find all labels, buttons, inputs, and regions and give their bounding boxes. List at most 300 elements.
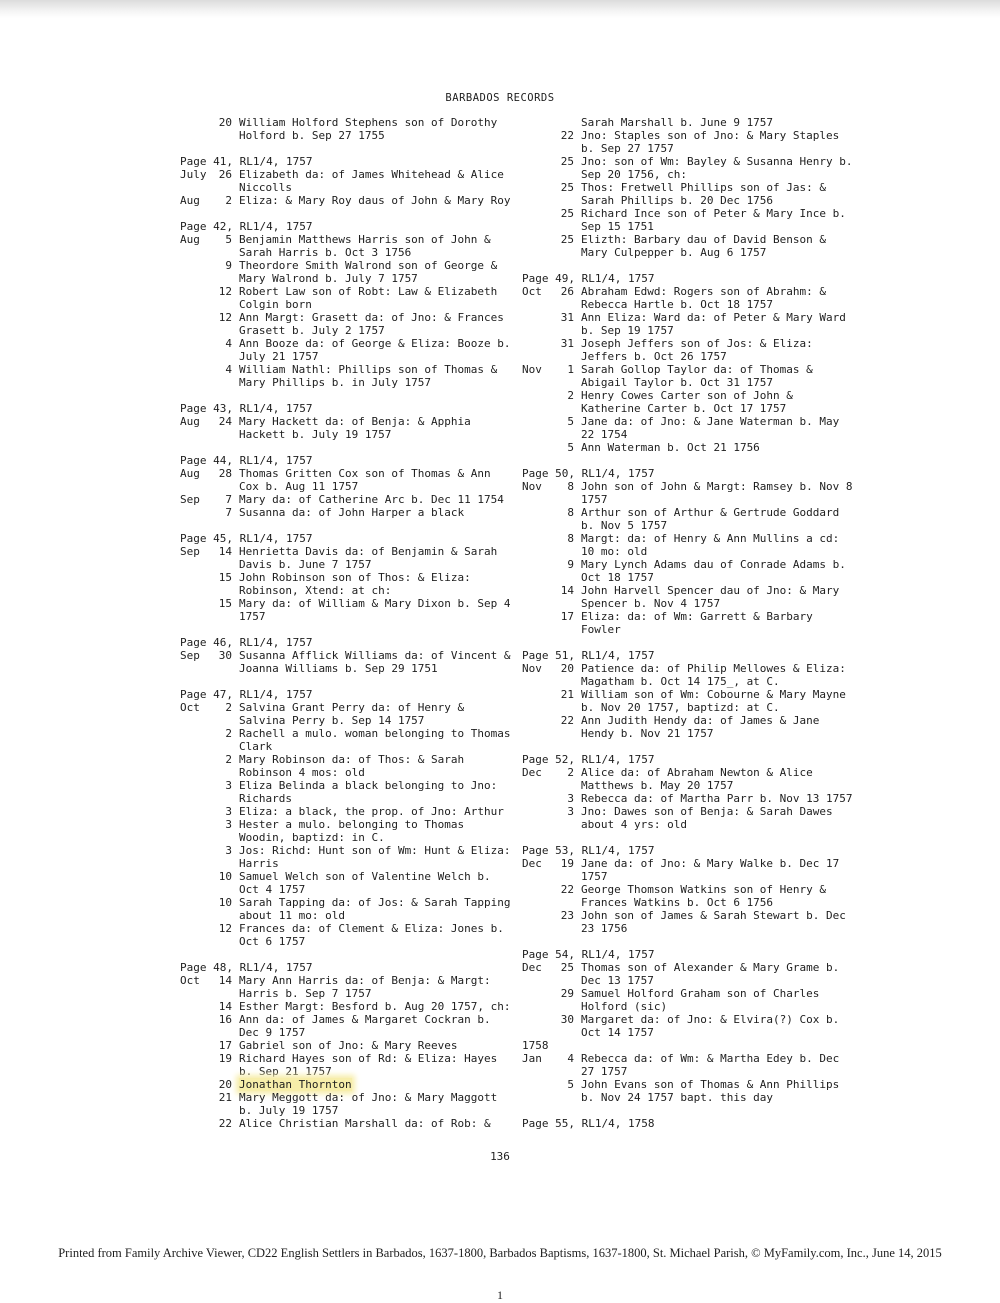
entry-text-content: John Robinson son of Thos: & Eliza: Robinson, Xtend: at ch: [239, 571, 471, 597]
page-number: 136 [490, 1150, 510, 1163]
entry-text [239, 194, 520, 207]
entry-text [581, 909, 862, 935]
entry-text-content: Gabriel son of Jno: & Mary Reeves [239, 1039, 458, 1052]
entry-text [581, 285, 862, 311]
entry-text [239, 415, 520, 441]
entry-month [180, 337, 210, 363]
baptism-entry [522, 792, 862, 805]
entry-month [180, 1117, 210, 1130]
baptism-entry [180, 922, 520, 948]
entry-month [522, 337, 552, 363]
entry-text-content: Jno: Dawes son of Benja: & Sarah Dawes about 4 yrs: old [581, 805, 833, 831]
entry-day: 28 [218, 467, 232, 480]
entry-text [581, 480, 862, 506]
entry-month [522, 506, 552, 532]
entry-text [239, 1091, 520, 1117]
entry-text [239, 285, 520, 311]
entry-month: Oct [180, 974, 200, 987]
print-footer: Printed from Family Archive Viewer, CD22 English Settlers in Barbados, 1637-1800, Barbados Baptisms, 1637-1800, St. Michael Parish, © MyFamily.com, Inc., June 14, 2015 [58, 1246, 942, 1260]
entry-day: 16 [218, 1013, 232, 1026]
entry-month [180, 753, 210, 779]
entry-day: 24 [218, 415, 232, 428]
page-reference: Page 45, RL1/4, 1757 [180, 532, 313, 545]
entry-day: 5 [567, 441, 574, 454]
entry-text-content: Henry Cowes Carter son of John & Katherine Carter b. Oct 17 1757 [581, 389, 793, 415]
entry-month [522, 311, 552, 337]
entry-day: 8 [567, 480, 574, 493]
entry-month [180, 363, 210, 389]
baptism-entry [522, 909, 862, 935]
entry-day: 4 [567, 1052, 574, 1065]
entry-text [581, 389, 862, 415]
baptism-entry [522, 363, 862, 389]
entry-text [239, 805, 520, 818]
entry-day: 3 [225, 844, 232, 857]
entry-month: Aug [180, 467, 200, 480]
entry-text-content: Eliza: & Mary Roy daus of John & Mary Roy [239, 194, 511, 207]
baptism-entry [522, 389, 862, 415]
entry-text [581, 337, 862, 363]
entry-text [581, 558, 862, 584]
entry-text [581, 714, 862, 740]
entry-day: 10 [218, 896, 232, 909]
baptism-entry [522, 1078, 862, 1104]
entry-text-content: Thomas Gritten Cox son of Thomas & Ann Cox b. Aug 11 1757 [239, 467, 491, 493]
entry-day: 17 [218, 1039, 232, 1052]
record-block [180, 961, 520, 1130]
entry-text-content: Ann da: of James & Margaret Cockran b. Dec 9 1757 [239, 1013, 491, 1039]
record-block [180, 532, 520, 623]
entry-text [239, 545, 520, 571]
record-block [522, 1117, 862, 1130]
entry-month [180, 259, 210, 285]
entry-day: 22 [560, 129, 574, 142]
baptism-entry [180, 870, 520, 896]
entry-text-content: Susanna Afflick Williams da: of Vincent & Joanna Williams b. Sep 29 1751 [239, 649, 511, 675]
entry-month [522, 805, 552, 831]
entry-month: Jan [522, 1052, 542, 1065]
entry-month [522, 688, 552, 714]
record-block [522, 116, 862, 259]
baptism-entry [180, 415, 520, 441]
entry-text-content: Salvina Grant Perry da: of Henry & Salvina Perry b. Sep 14 1757 [239, 701, 465, 727]
entry-day: 25 [560, 233, 574, 246]
entry-day: 7 [225, 493, 232, 506]
page-reference: Page 49, RL1/4, 1757 [522, 272, 655, 285]
entry-text-content: William Nathl: Phillips son of Thomas & Mary Phillips b. in July 1757 [239, 363, 498, 389]
entry-text-content: Jane da: of Jno: & Mary Walke b. Dec 17 1757 [581, 857, 840, 883]
baptism-entry [180, 1078, 520, 1091]
entry-month [180, 1052, 210, 1078]
entry-text [581, 987, 862, 1013]
entry-text-content: Rachell a mulo. woman belonging to Thomas Clark [239, 727, 511, 753]
entry-day: 3 [225, 805, 232, 818]
entry-day: 8 [567, 532, 574, 545]
entry-text-content: Margaret da: of Jno: & Elvira(?) Cox b. Oct 14 1757 [581, 1013, 840, 1039]
baptism-entry [180, 337, 520, 363]
entry-text [239, 727, 520, 753]
entry-month: Sep [180, 545, 200, 558]
entry-month: Sep [180, 649, 200, 662]
entry-text [239, 1052, 520, 1078]
entry-day: 5 [567, 415, 574, 428]
entry-text [581, 662, 862, 688]
entry-month: Dec [522, 961, 542, 974]
entry-text [581, 766, 862, 792]
baptism-entry [180, 1052, 520, 1078]
entry-text-content: Rebecca da: of Martha Parr b. Nov 13 1757 [581, 792, 853, 805]
entry-text [239, 779, 520, 805]
entry-day: 30 [560, 1013, 574, 1026]
entry-month: Dec [522, 766, 542, 779]
entry-month [180, 285, 210, 311]
entry-text [581, 792, 862, 805]
entry-text-content: Samuel Holford Graham son of Charles Holford (sic) [581, 987, 820, 1013]
entry-text-content: George Thomson Watkins son of Henry & Frances Watkins b. Oct 6 1756 [581, 883, 827, 909]
entry-text-content: Mary Ann Harris da: of Benja: & Margt: Harris b. Sep 7 1757 [239, 974, 491, 1000]
baptism-entry [180, 753, 520, 779]
entry-text [239, 493, 520, 506]
entry-month [522, 415, 552, 441]
baptism-entry [522, 766, 862, 792]
record-block [522, 467, 862, 636]
entry-text [581, 688, 862, 714]
entry-day: 29 [560, 987, 574, 1000]
entry-month [180, 1013, 210, 1039]
entry-text [581, 1013, 862, 1039]
entry-text-content: Ann Judith Hendy da: of James & Jane Hendy b. Nov 21 1757 [581, 714, 820, 740]
entry-month [180, 1039, 210, 1052]
baptism-entry [180, 974, 520, 1000]
baptism-entry [180, 1091, 520, 1117]
entry-month [522, 389, 552, 415]
entry-text [239, 597, 520, 623]
entry-day: 3 [567, 792, 574, 805]
entry-month [522, 129, 552, 155]
entry-day: 21 [218, 1091, 232, 1104]
entry-text [581, 584, 862, 610]
entry-text-content: Margt: da: of Henry & Ann Mullins a cd: 10 mo: old [581, 532, 840, 558]
entry-day: 12 [218, 922, 232, 935]
entry-month [180, 506, 210, 519]
entry-text-content: Ann Booze da: of George & Eliza: Booze b. July 21 1757 [239, 337, 511, 363]
entry-text-content: William Holford Stephens son of Dorothy Holford b. Sep 27 1755 [239, 116, 498, 142]
entry-month [180, 727, 210, 753]
baptism-entry [522, 1013, 862, 1039]
baptism-entry [180, 363, 520, 389]
entry-day: 3 [225, 779, 232, 792]
entry-text [239, 974, 520, 1000]
baptism-entry [180, 467, 520, 493]
entry-day: 2 [225, 194, 232, 207]
record-block [180, 116, 520, 142]
baptism-entry [522, 337, 862, 363]
entry-month [180, 311, 210, 337]
entry-text-content: Robert Law son of Robt: Law & Elizabeth Colgin born [239, 285, 498, 311]
entry-day: 22 [560, 883, 574, 896]
page-reference: Page 44, RL1/4, 1757 [180, 454, 313, 467]
entry-day: 25 [560, 207, 574, 220]
entry-text [239, 506, 520, 519]
entry-month [180, 571, 210, 597]
entry-month [180, 597, 210, 623]
page-reference: Page 52, RL1/4, 1757 [522, 753, 655, 766]
entry-text-content: Mary Lynch Adams dau of Conrade Adams b. Oct 18 1757 [581, 558, 846, 584]
baptism-entry [180, 701, 520, 727]
entry-day: 25 [560, 181, 574, 194]
page-reference: Page 54, RL1/4, 1757 [522, 948, 655, 961]
entry-text-content: Alice da: of Abraham Newton & Alice Matthews b. May 20 1757 [581, 766, 813, 792]
entry-text-content: Elizabeth da: of James Whitehead & Alice Niccolls [239, 168, 504, 194]
record-block [180, 636, 520, 675]
record-block [522, 753, 862, 831]
baptism-entry [522, 857, 862, 883]
baptism-entry [180, 805, 520, 818]
entry-day [552, 1039, 581, 1052]
entry-day: 9 [567, 558, 574, 571]
entry-text [581, 805, 862, 831]
entry-text [239, 1117, 520, 1130]
entry-month [180, 1078, 210, 1091]
entry-day: 2 [225, 753, 232, 766]
entry-month: Oct [522, 285, 542, 298]
entry-text [239, 1078, 520, 1091]
entry-day: 7 [225, 506, 232, 519]
entry-text [581, 441, 862, 454]
baptism-entry [180, 649, 520, 675]
entry-text [239, 1013, 520, 1039]
baptism-entry [180, 493, 520, 506]
baptism-entry [522, 116, 862, 129]
entry-month [180, 1000, 210, 1013]
entry-text [239, 337, 520, 363]
page-reference: Page 47, RL1/4, 1757 [180, 688, 313, 701]
entry-day: 20 [560, 662, 574, 675]
entry-day: 8 [567, 506, 574, 519]
entry-day: 23 [560, 909, 574, 922]
record-block [180, 155, 520, 207]
entry-text [239, 649, 520, 675]
entry-text [581, 181, 862, 207]
baptism-entry [522, 155, 862, 181]
entry-month: Nov [522, 662, 542, 675]
entry-text [581, 207, 862, 233]
entry-text-content: Thomas son of Alexander & Mary Grame b. Dec 13 1757 [581, 961, 840, 987]
entry-text [239, 1039, 520, 1052]
baptism-entry [180, 506, 520, 519]
entry-text-content: Jane da: of Jno: & Jane Waterman b. May 22 1754 [581, 415, 840, 441]
entry-text [239, 1000, 520, 1013]
baptism-entry [180, 727, 520, 753]
entry-text-content: Eliza: a black, the prop. of Jno: Arthur [239, 805, 504, 818]
baptism-entry [180, 1039, 520, 1052]
baptism-entry [180, 1013, 520, 1039]
entry-text [581, 532, 862, 558]
entry-text [581, 883, 862, 909]
highlighted-text: Jonathan Thornton [239, 1078, 352, 1091]
baptism-entry [180, 896, 520, 922]
record-block [522, 272, 862, 454]
entry-text [581, 506, 862, 532]
baptism-entry [522, 129, 862, 155]
entry-text [581, 311, 862, 337]
baptism-entry [522, 1052, 862, 1078]
baptism-entry [180, 779, 520, 805]
entry-day: 14 [218, 1000, 232, 1013]
entry-text [239, 311, 520, 337]
entry-day: 20 [218, 116, 232, 129]
entry-day: 12 [218, 311, 232, 324]
entry-text-content: Mary Robinson da: of Thos: & Sarah Robinson 4 mos: old [239, 753, 465, 779]
scan-top-edge [0, 0, 1000, 18]
entry-month: Aug [180, 194, 200, 207]
baptism-entry [522, 415, 862, 441]
entry-text [239, 233, 520, 259]
entry-text-content: Mary Meggott da: of Jno: & Mary Maggott b. July 19 1757 [239, 1091, 498, 1117]
entry-day: 2 [567, 389, 574, 402]
entry-text [239, 363, 520, 389]
page-reference: Page 55, RL1/4, 1758 [522, 1117, 655, 1130]
entry-text-content: Arthur son of Arthur & Gertrude Goddard b. Nov 5 1757 [581, 506, 840, 532]
entry-month [522, 558, 552, 584]
baptism-entry [180, 233, 520, 259]
entry-text-content: Sarah Gollop Taylor da: of Thomas & Abigail Taylor b. Oct 31 1757 [581, 363, 813, 389]
entry-day: 17 [560, 610, 574, 623]
entry-month [180, 896, 210, 922]
baptism-entry [522, 883, 862, 909]
entry-month: Dec [522, 857, 542, 870]
entry-text-content: John Evans son of Thomas & Ann Phillips b. Nov 24 1757 bapt. this day [581, 1078, 840, 1104]
entry-text-content: Sarah Tapping da: of Jos: & Sarah Tapping about 11 mo: old [239, 896, 511, 922]
page-header: BARBADOS RECORDS [445, 92, 555, 104]
baptism-entry [522, 181, 862, 207]
entry-day: 19 [560, 857, 574, 870]
entry-text-content: Samuel Welch son of Valentine Welch b. Oct 4 1757 [239, 870, 491, 896]
entry-month [522, 155, 552, 181]
baptism-entry [180, 1000, 520, 1013]
entry-text-content: Susanna da: of John Harper a black [239, 506, 465, 519]
entry-day: 21 [560, 688, 574, 701]
entry-month [522, 233, 552, 259]
baptism-entry [180, 844, 520, 870]
entry-day: 2 [225, 701, 232, 714]
entry-day: 1 [567, 363, 574, 376]
baptism-entry [180, 311, 520, 337]
baptism-entry [522, 207, 862, 233]
entry-day: 22 [218, 1117, 232, 1130]
entry-text [239, 844, 520, 870]
baptism-entry [522, 1039, 862, 1052]
entry-text-content: Benjamin Matthews Harris son of John & Sarah Harris b. Oct 3 1756 [239, 233, 491, 259]
entry-month [522, 441, 552, 454]
entry-month [522, 909, 552, 935]
record-block [180, 688, 520, 948]
entry-month [180, 922, 210, 948]
entry-text [239, 922, 520, 948]
entry-text [239, 896, 520, 922]
entry-day: 25 [560, 961, 574, 974]
entry-text [239, 870, 520, 896]
entry-text-content: Jno: son of Wm: Bayley & Susanna Henry b. Sep 20 1756, ch: [581, 155, 853, 181]
baptism-entry [522, 233, 862, 259]
entry-text-content: John son of John & Margt: Ramsey b. Nov 8 1757 [581, 480, 853, 506]
entry-text [239, 467, 520, 493]
entry-month [522, 1078, 552, 1104]
entry-day: 19 [218, 1052, 232, 1065]
baptism-entry [180, 545, 520, 571]
entry-text-content: Eliza: da: of Wm: Garrett & Barbary Fowler [581, 610, 813, 636]
baptism-entry [180, 194, 520, 207]
baptism-entry [180, 571, 520, 597]
record-block [522, 844, 862, 935]
entry-month [522, 1013, 552, 1039]
entry-text [239, 116, 520, 142]
baptism-entry [180, 597, 520, 623]
page-reference: Page 46, RL1/4, 1757 [180, 636, 313, 649]
entry-text [239, 259, 520, 285]
entry-text-content: Hester a mulo. belonging to Thomas Woodin, baptizd: in C. [239, 818, 465, 844]
baptism-entry [522, 584, 862, 610]
entry-day: 2 [567, 766, 574, 779]
entry-text [581, 155, 862, 181]
entry-text-content: Mary da: of Catherine Arc b. Dec 11 1754 [239, 493, 504, 506]
entry-day: 4 [225, 337, 232, 350]
baptism-entry [522, 805, 862, 831]
entry-text [581, 961, 862, 987]
entry-day: 20 [218, 1078, 232, 1091]
entry-text [581, 1052, 862, 1078]
entry-text [581, 610, 862, 636]
entry-text-content: Ann Margt: Grasett da: of Jno: & Frances Grasett b. July 2 1757 [239, 311, 504, 337]
entry-day: 10 [218, 870, 232, 883]
entry-text-content: Jos: Richd: Hunt son of Wm: Hunt & Eliza: Harris [239, 844, 511, 870]
entry-text-content: Henrietta Davis da: of Benjamin & Sarah Davis b. June 7 1757 [239, 545, 498, 571]
entry-day: 15 [218, 571, 232, 584]
baptism-entry [522, 662, 862, 688]
page-reference: Page 53, RL1/4, 1757 [522, 844, 655, 857]
entry-month: Aug [180, 415, 200, 428]
entry-text-content: Rebecca da: of Wm: & Martha Edey b. Dec 27 1757 [581, 1052, 840, 1078]
entry-text-content: William son of Wm: Cobourne & Mary Mayne b. Nov 20 1757, baptizd: at C. [581, 688, 846, 714]
baptism-entry [180, 285, 520, 311]
baptism-entry [522, 480, 862, 506]
entry-day: 30 [218, 649, 232, 662]
entry-month [180, 1091, 210, 1117]
record-block [522, 649, 862, 740]
entry-day: 9 [225, 259, 232, 272]
entry-text-content: Ann Eliza: Ward da: of Peter & Mary Ward b. Sep 19 1757 [581, 311, 846, 337]
entry-month: Oct [180, 701, 200, 714]
record-block [180, 402, 520, 441]
baptism-entry [522, 506, 862, 532]
entry-day: 3 [567, 805, 574, 818]
baptism-entry [522, 688, 862, 714]
entry-month [522, 883, 552, 909]
entry-month: Nov [522, 363, 542, 376]
entry-day: 12 [218, 285, 232, 298]
entry-month: Sep [180, 493, 200, 506]
entry-text [239, 571, 520, 597]
entry-month [522, 116, 552, 129]
baptism-entry [180, 818, 520, 844]
entry-month [522, 714, 552, 740]
entry-day [552, 116, 581, 129]
entry-text [239, 818, 520, 844]
entry-text-content: Mary da: of William & Mary Dixon b. Sep 4 1757 [239, 597, 511, 623]
entry-text [581, 116, 862, 129]
entry-day: 2 [225, 727, 232, 740]
baptism-entry [522, 311, 862, 337]
